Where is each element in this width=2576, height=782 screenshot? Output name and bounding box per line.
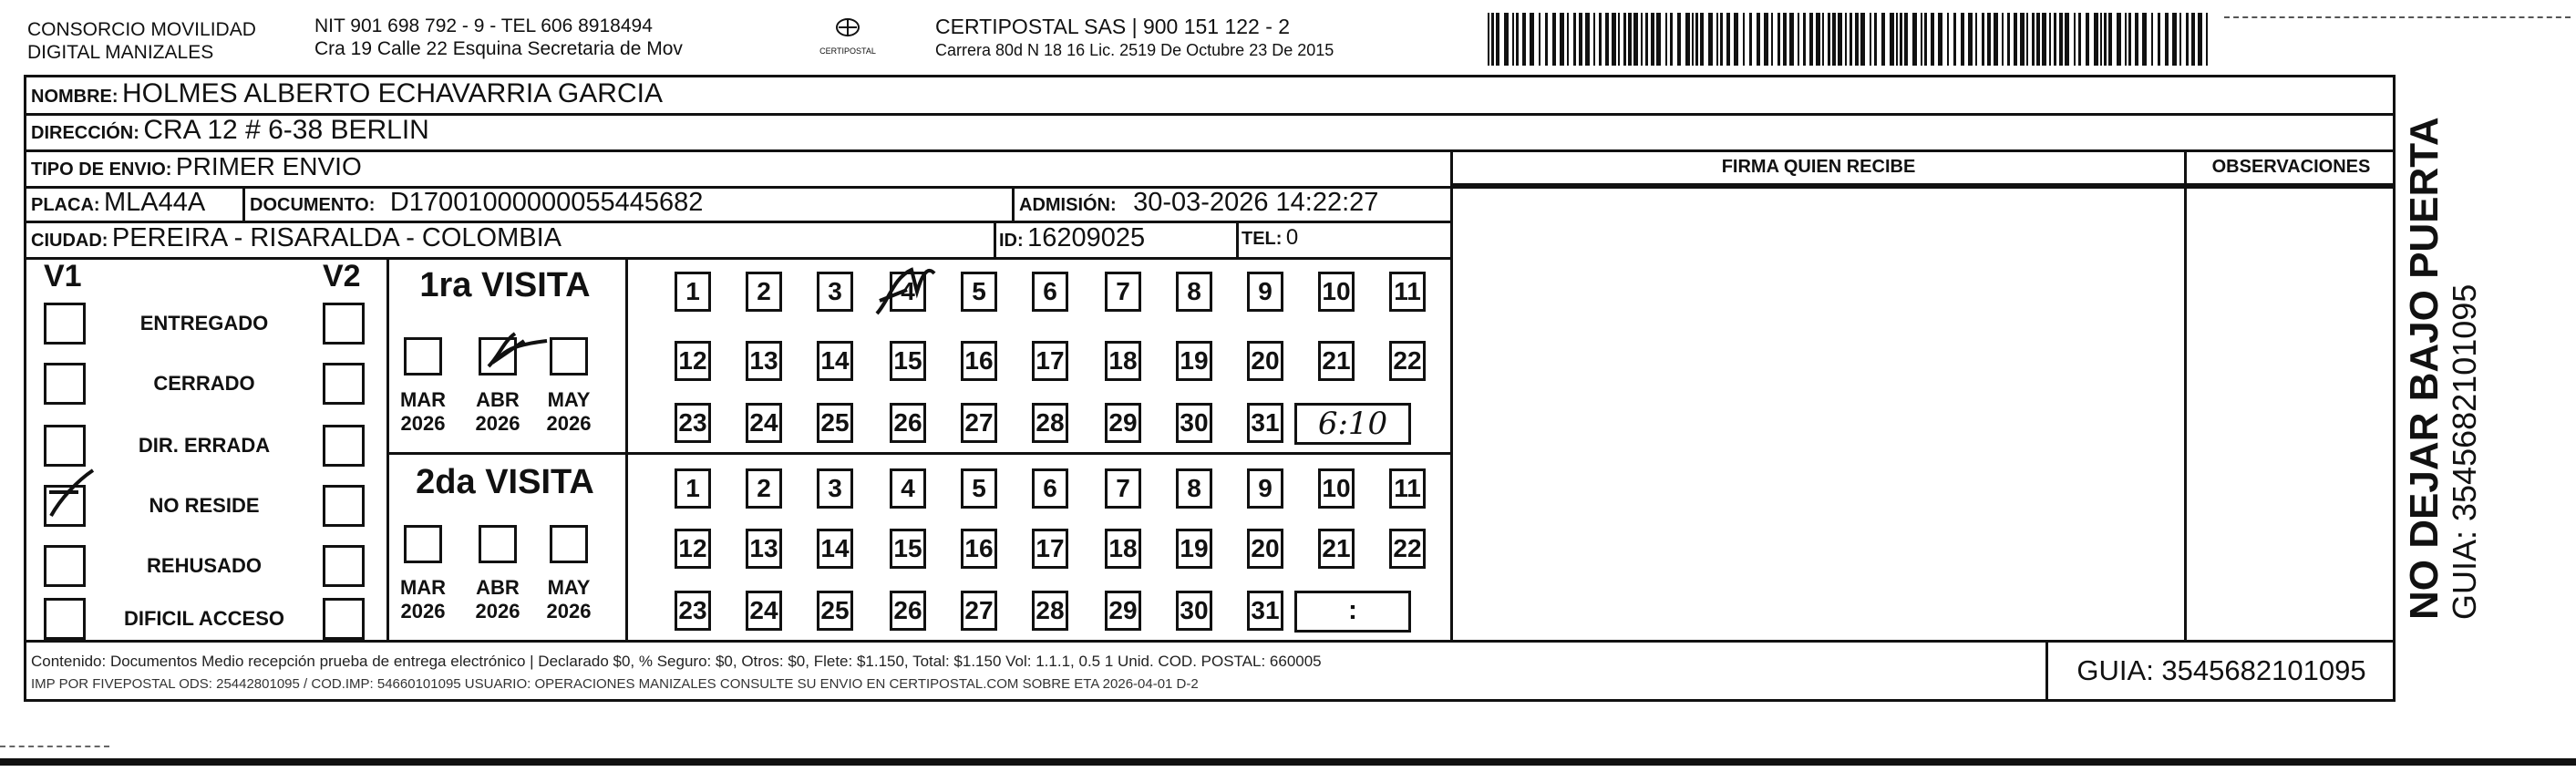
direccion-value: CRA 12 # 6-38 BERLIN: [143, 115, 429, 145]
status-label: ENTREGADO: [139, 312, 269, 334]
barcode-bar: [1560, 13, 1564, 66]
barcode-bar: [1749, 13, 1752, 66]
nombre-row: [31, 78, 663, 109]
month-checkbox[interactable]: [479, 337, 517, 376]
footer-guia: GUIA: 3545682101095: [2076, 654, 2366, 686]
day-cell[interactable]: 13: [746, 529, 782, 569]
month-label: [470, 388, 525, 436]
day-cell[interactable]: 3: [817, 468, 853, 509]
barcode-bar: [1593, 13, 1595, 66]
cut-line: [2224, 16, 2571, 18]
firma-label: FIRMA QUIEN RECIBE: [1721, 157, 1916, 177]
day-cell[interactable]: 3: [817, 272, 853, 312]
company-contact: [314, 15, 683, 60]
barcode-bar: [2049, 13, 2051, 66]
day-cell[interactable]: 11: [1389, 272, 1426, 312]
v1-checkbox[interactable]: [44, 545, 86, 587]
documento-cell: [250, 188, 703, 218]
footer-line2: IMP POR FIVEPOSTAL ODS: 25442801095 / COD.IMP: 54660101095 USUARIO: OPERACIONES MANIZALES CONSULTE SU ENVIO EN CERTIPOSTAL.COM SOBRE ETA 2026-04-01 D-2: [31, 676, 1199, 692]
barcode-bar: [1641, 13, 1643, 66]
month-checkbox[interactable]: [550, 525, 588, 563]
v2-label: V2: [323, 259, 361, 293]
day-cell[interactable]: 26: [890, 591, 926, 631]
barcode-bar: [1838, 13, 1842, 66]
barcode-bar: [2074, 13, 2076, 66]
day-cell[interactable]: 2: [746, 272, 782, 312]
month-year: 2026: [475, 412, 520, 435]
barcode-bar: [2078, 13, 2081, 66]
barcode-bar: [2026, 13, 2028, 66]
v1-checkbox[interactable]: [44, 485, 86, 527]
barcode-bar: [1904, 13, 1908, 66]
month-name: ABR: [476, 576, 520, 599]
day-cell[interactable]: 23: [675, 591, 711, 631]
day-cell[interactable]: 27: [961, 591, 997, 631]
day-cell[interactable]: 7: [1105, 272, 1141, 312]
barcode-bar: [2002, 13, 2004, 66]
day-cell[interactable]: 27: [961, 403, 997, 443]
barcode-bar: [1803, 13, 1806, 66]
barcode-bar: [1567, 13, 1569, 66]
status-divider: [386, 257, 389, 640]
barcode-bar: [1539, 13, 1540, 66]
barcode-bar: [1953, 13, 1956, 66]
nit-line: NIT 901 698 792 - 9 - TEL 606 8918494: [314, 15, 653, 36]
barcode-bar: [1530, 13, 1534, 66]
month-year: 2026: [546, 412, 592, 435]
month-name: ABR: [476, 388, 520, 411]
month-label: [396, 576, 450, 623]
barcode-bar: [1968, 13, 1973, 66]
observaciones-label: OBSERVACIONES: [2211, 157, 2371, 177]
day-cell[interactable]: 13: [746, 341, 782, 381]
month-label: [396, 388, 450, 436]
day-cell[interactable]: 12: [675, 341, 711, 381]
second-visit-time[interactable]: :: [1294, 591, 1411, 633]
barcode-bar: [1870, 13, 1871, 66]
barcode-bar: [1573, 13, 1576, 66]
day-cell[interactable]: 17: [1032, 341, 1068, 381]
day-cell[interactable]: 10: [1318, 468, 1355, 509]
side-guia: GUIA: 3545682101095: [2446, 283, 2483, 620]
status-label: DIR. ERRADA: [138, 434, 271, 457]
barcode-bar: [1516, 13, 1519, 66]
barcode-bar: [2186, 13, 2189, 66]
day-cell[interactable]: 31: [1247, 403, 1283, 443]
barcode-bar: [1874, 13, 1877, 66]
day-cell[interactable]: 6: [1032, 272, 1068, 312]
barcode-bar: [1896, 13, 1898, 66]
barcode-bar: [1816, 13, 1820, 66]
barcode-bar: [1491, 13, 1494, 66]
status-label: REHUSADO: [147, 554, 262, 577]
barcode-bar: [1504, 13, 1509, 66]
v2-checkbox[interactable]: [323, 303, 365, 345]
barcode-bar: [2054, 13, 2056, 66]
v1-checkbox[interactable]: [44, 363, 86, 405]
cell-divider: [1012, 186, 1015, 221]
barcode-bar: [1961, 13, 1964, 66]
day-cell[interactable]: 22: [1389, 529, 1426, 569]
barcode-bar: [2032, 13, 2035, 66]
barcode-bar: [1633, 13, 1638, 66]
barcode-bar: [1685, 13, 1690, 66]
barcode-bar: [1726, 13, 1730, 66]
barcode-bar: [2158, 13, 2160, 66]
day-cell[interactable]: 23: [675, 403, 711, 443]
day-cell[interactable]: 10: [1318, 272, 1355, 312]
barcode-bar: [2206, 13, 2208, 66]
tel-cell: [1242, 225, 1298, 251]
day-cell[interactable]: 8: [1176, 468, 1212, 509]
day-cell[interactable]: 4: [890, 468, 926, 509]
status-label: DIFICIL ACCESO: [123, 607, 284, 630]
placa-label: PLACA:: [31, 195, 100, 215]
barcode-bar: [1677, 13, 1681, 66]
month-label: [541, 388, 596, 436]
day-cell[interactable]: 22: [1389, 341, 1426, 381]
day-cell[interactable]: 5: [961, 468, 997, 509]
row-divider: [24, 149, 2396, 152]
month-checkbox[interactable]: [550, 337, 588, 376]
documento-label: DOCUMENTO:: [250, 195, 376, 215]
month-year: 2026: [400, 600, 446, 623]
month-checkbox[interactable]: [479, 525, 517, 563]
barcode-bar: [2100, 13, 2102, 66]
v2-checkbox[interactable]: [323, 545, 365, 587]
cell-divider: [1236, 221, 1239, 257]
barcode-bar: [1771, 13, 1773, 66]
barcode-bar: [1855, 13, 1859, 66]
barcode-bar: [1496, 13, 1499, 66]
barcode-bar: [2020, 13, 2025, 66]
barcode-bar: [2059, 13, 2063, 66]
month-label: [470, 576, 525, 623]
barcode-bar: [1938, 13, 1942, 66]
ciudad-value: PEREIRA - RISARALDA - COLOMBIA: [111, 223, 562, 252]
admision-label: ADMISIÓN:: [1019, 195, 1117, 215]
certipostal-info: [935, 15, 1334, 61]
barcode-bar: [1695, 13, 1698, 66]
address-line: Cra 19 Calle 22 Esquina Secretaria de Mov: [314, 38, 683, 59]
v1-checkbox[interactable]: [44, 598, 86, 640]
day-cell[interactable]: 2: [746, 468, 782, 509]
barcode-bar: [1850, 13, 1852, 66]
day-cell[interactable]: 30: [1176, 403, 1212, 443]
barcode-bar: [1975, 13, 1977, 66]
barcode-bar: [2104, 13, 2107, 66]
month-checkbox[interactable]: [404, 525, 442, 563]
tel-value: 0: [1285, 225, 1299, 250]
barcode-bar: [1599, 13, 1602, 66]
tipo-label: TIPO DE ENVIO:: [31, 159, 172, 180]
day-cell[interactable]: 7: [1105, 468, 1141, 509]
day-cell[interactable]: 9: [1247, 468, 1283, 509]
barcode-bar: [1720, 13, 1723, 66]
barcode-bar: [1623, 13, 1626, 66]
admision-value: 30-03-2026 14:22:27: [1133, 188, 1379, 217]
month-label: [541, 576, 596, 623]
day-cell[interactable]: 31: [1247, 591, 1283, 631]
barcode-bar: [1670, 13, 1673, 66]
day-cell[interactable]: 19: [1176, 341, 1212, 381]
day-cell[interactable]: 28: [1032, 591, 1068, 631]
barcode-bar: [1912, 13, 1917, 66]
month-name: MAY: [547, 576, 591, 599]
day-cell[interactable]: 29: [1105, 591, 1141, 631]
day-cell[interactable]: 14: [817, 341, 853, 381]
barcode-bar: [2094, 13, 2098, 66]
barcode-bar: [2128, 13, 2131, 66]
nombre-label: NOMBRE:: [31, 87, 118, 107]
barcode-bar: [1890, 13, 1894, 66]
barcode-bar: [1585, 13, 1590, 66]
barcode-bar: [1618, 13, 1620, 66]
logo-icon: [831, 16, 864, 42]
barcode-bar: [2042, 13, 2046, 66]
day-cell[interactable]: 24: [746, 403, 782, 443]
barcode-bar: [1512, 13, 1514, 66]
barcode-bar: [2191, 13, 2195, 66]
day-cell[interactable]: 17: [1032, 529, 1068, 569]
month-year: 2026: [475, 600, 520, 623]
tipo-value: PRIMER ENVIO: [175, 152, 362, 180]
barcode-bar: [1924, 13, 1927, 66]
month-year: 2026: [546, 600, 592, 623]
cell-divider: [994, 221, 996, 257]
barcode-bar: [2086, 13, 2089, 66]
month-name: MAR: [399, 388, 447, 411]
first-visit-title: 1ra VISITA: [419, 266, 591, 304]
tel-label: TEL:: [1242, 229, 1283, 249]
company-name: [27, 18, 256, 64]
bottom-border: [0, 758, 2576, 766]
column-divider: [2184, 149, 2187, 642]
day-cell[interactable]: 25: [817, 591, 853, 631]
barcode-bar: [1612, 13, 1616, 66]
second-visit-title: 2da VISITA: [416, 463, 594, 501]
v2-checkbox[interactable]: [323, 425, 365, 467]
barcode-bar: [1645, 13, 1648, 66]
barcode-bar: [1931, 13, 1934, 66]
barcode-bar: [1845, 13, 1847, 66]
month-year: 2026: [400, 412, 446, 435]
month-checkbox[interactable]: [404, 337, 442, 376]
nombre-value: HOLMES ALBERTO ECHAVARRIA GARCIA: [122, 78, 663, 108]
day-cell[interactable]: 1: [675, 272, 711, 312]
barcode-bar: [1708, 13, 1713, 66]
barcode-bar: [1987, 13, 1991, 66]
barcode-bar: [2125, 13, 2127, 66]
row-divider: [1450, 183, 2396, 186]
barcode-bar: [2198, 13, 2202, 66]
barcode-bar: [2014, 13, 2017, 66]
barcode-bar: [1832, 13, 1836, 66]
placa-cell: [31, 188, 205, 218]
direccion-row: [31, 115, 429, 146]
day-cell[interactable]: 5: [961, 272, 997, 312]
ciudad-label: CIUDAD:: [31, 231, 108, 251]
day-cell[interactable]: 18: [1105, 529, 1141, 569]
v2-checkbox[interactable]: [323, 363, 365, 405]
barcode-bar: [1809, 13, 1813, 66]
barcode-bar: [1656, 13, 1661, 66]
barcode-bar: [2165, 13, 2169, 66]
barcode-bar: [1522, 13, 1526, 66]
barcode-bar: [2151, 13, 2153, 66]
day-cell[interactable]: 28: [1032, 403, 1068, 443]
tipo-row: [31, 152, 362, 181]
barcode-bar: [1764, 13, 1768, 66]
barcode-bar: [1798, 13, 1799, 66]
day-cell[interactable]: 8: [1176, 272, 1212, 312]
day-cell[interactable]: 6: [1032, 468, 1068, 509]
side-warning: NO DEJAR BAJO PUERTA: [2402, 117, 2447, 620]
barcode-bar: [2108, 13, 2112, 66]
month-name: MAY: [547, 388, 591, 411]
v1-label: V1: [44, 259, 82, 293]
cell-divider: [242, 186, 245, 221]
first-visit-time[interactable]: 6:10: [1294, 403, 1411, 445]
barcode-bar: [2036, 13, 2040, 66]
certipostal-logo: [811, 16, 884, 56]
day-cell[interactable]: 9: [1247, 272, 1283, 312]
visit-separator: [386, 452, 1453, 455]
certi-line1: CERTIPOSTAL SAS | 900 151 122 - 2: [935, 15, 1291, 38]
barcode-bar: [1777, 13, 1780, 66]
day-cell[interactable]: 18: [1105, 341, 1141, 381]
barcode-bar: [1860, 13, 1865, 66]
status-label: CERRADO: [153, 372, 255, 395]
admision-cell: [1019, 188, 1378, 218]
barcode-bar: [2172, 13, 2177, 66]
day-cell[interactable]: 24: [746, 591, 782, 631]
day-cell[interactable]: 16: [961, 529, 997, 569]
id-label: ID:: [999, 231, 1024, 251]
barcode-bar: [1734, 13, 1738, 66]
day-cell[interactable]: 21: [1318, 529, 1355, 569]
status-label: NO RESIDE: [149, 494, 260, 517]
day-cell[interactable]: 11: [1389, 468, 1426, 509]
id-cell: [999, 223, 1145, 253]
day-cell[interactable]: 21: [1318, 341, 1355, 381]
barcode-bar: [1545, 13, 1548, 66]
row-divider: [24, 640, 2396, 643]
barcode-bar: [1628, 13, 1632, 66]
barcode-bar: [1783, 13, 1787, 66]
barcode-bar: [1700, 13, 1704, 66]
barcode-bar: [1552, 13, 1556, 66]
day-cell[interactable]: 14: [817, 529, 853, 569]
barcode-bar: [1982, 13, 1984, 66]
day-cell[interactable]: 16: [961, 341, 997, 381]
v2-checkbox[interactable]: [323, 598, 365, 640]
v2-checkbox[interactable]: [323, 485, 365, 527]
company-line2: DIGITAL MANIZALES: [27, 42, 214, 63]
barcode-bar: [1881, 13, 1885, 66]
column-divider: [1450, 149, 1453, 642]
certi-line2: Carrera 80d N 18 16 Lic. 2519 De Octubre 23 De 2015: [935, 41, 1334, 59]
barcode-bar: [1947, 13, 1949, 66]
day-cell[interactable]: 30: [1176, 591, 1212, 631]
barcode-bar: [1716, 13, 1718, 66]
barcode-bar: [2117, 13, 2121, 66]
barcode-bar: [1579, 13, 1582, 66]
placa-value: MLA44A: [104, 188, 206, 217]
barcode-bar: [1822, 13, 1824, 66]
day-cell[interactable]: 12: [675, 529, 711, 569]
cut-line: [0, 746, 109, 747]
company-line1: CONSORCIO MOVILIDAD: [27, 19, 256, 40]
barcode-bar: [1789, 13, 1794, 66]
barcode-icon: [1488, 13, 2217, 67]
barcode-bar: [1921, 13, 1922, 66]
day-cell[interactable]: 29: [1105, 403, 1141, 443]
barcode-bar: [2142, 13, 2147, 66]
day-cell[interactable]: 25: [817, 403, 853, 443]
barcode-bar: [1743, 13, 1745, 66]
day-cell[interactable]: 26: [890, 403, 926, 443]
id-value: 16209025: [1027, 223, 1146, 252]
direccion-label: DIRECCIÓN:: [31, 123, 139, 143]
row-divider: [24, 257, 1453, 260]
footer-line1: Contenido: Documentos Medio recepción prueba de entrega electrónico | Declarado $0, % Seguro: $0, Otros: $0, Flete: $1.150, Total: $1.150 Vol: 1.1.1, 0.5 1 Unid. COD. POSTAL: 660005: [31, 653, 1322, 670]
day-cell[interactable]: 20: [1247, 529, 1283, 569]
barcode-bar: [1692, 13, 1694, 66]
day-cell[interactable]: 19: [1176, 529, 1212, 569]
v1-checkbox[interactable]: [44, 425, 86, 467]
day-cell[interactable]: 15: [890, 341, 926, 381]
barcode-bar: [1651, 13, 1654, 66]
barcode-bar: [1900, 13, 1902, 66]
barcode-bar: [2065, 13, 2069, 66]
visit-divider: [625, 257, 628, 640]
footer-divider: [2045, 640, 2048, 702]
barcode-bar: [1994, 13, 1998, 66]
barcode-bar: [1757, 13, 1760, 66]
v1-checkbox[interactable]: [44, 303, 86, 345]
side-text: [2403, 117, 2483, 620]
barcode-bar: [1665, 13, 1667, 66]
barcode-bar: [2135, 13, 2138, 66]
day-cell[interactable]: 4: [890, 272, 926, 312]
logo-text: CERTIPOSTAL: [819, 46, 876, 56]
month-name: MAR: [399, 576, 447, 599]
documento-value: D17001000000055445682: [389, 188, 704, 217]
ciudad-cell: [31, 223, 562, 253]
barcode-bar: [1828, 13, 1830, 66]
barcode-bar: [1605, 13, 1609, 66]
day-cell[interactable]: 15: [890, 529, 926, 569]
barcode-bar: [2007, 13, 2010, 66]
barcode-bar: [2179, 13, 2181, 66]
day-cell[interactable]: 1: [675, 468, 711, 509]
barcode-bar: [1488, 13, 1489, 66]
day-cell[interactable]: 20: [1247, 341, 1283, 381]
